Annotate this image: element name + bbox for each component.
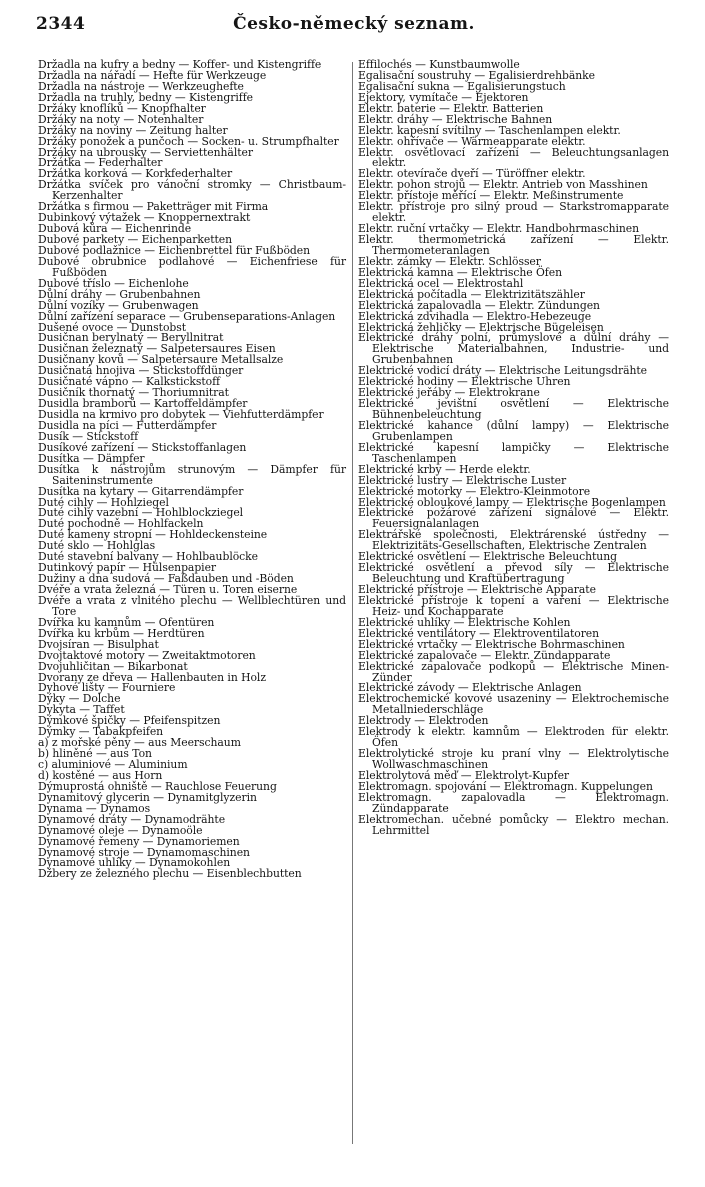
dictionary-entry: Elektrická ocel — Elektrostahl	[358, 276, 524, 290]
dictionary-entry: Elektrické jeřáby — Elektrokrane	[358, 386, 540, 400]
dictionary-entry: Elektrické přístroje — Elektrische Apparate	[358, 583, 596, 596]
dictionary-entry: Elektrická zapalovadla — Elektr. Zündungen	[358, 298, 600, 312]
dictionary-entry: Důlní dráhy — Grubenbahnen	[38, 287, 201, 301]
dictionary-entry: Elektr. přístroje pro silný proud — Starkstromapparate elektr.	[358, 200, 669, 225]
dictionary-entry: Dvéře a vrata železná — Türen u. Toren eiserne	[38, 583, 298, 596]
dictionary-entry: Dvířka ku krbům — Herdtüren	[38, 626, 205, 640]
dictionary-entry: Dýky — Dolche	[38, 692, 121, 706]
dictionary-entry: Dvojsíran — Bisulphat	[38, 637, 159, 651]
dictionary-entry: Elektrická počítadla — Elektrizitätszähler	[358, 287, 585, 301]
dictionary-entry: Držadla na nářadí — Hefte für Werkzeuge	[38, 68, 267, 82]
dictionary-entry: Dynamové řemeny — Dynamoriemen	[38, 834, 240, 848]
dictionary-entry: Elektromagn. spojování — Elektromagn. Kuppelungen	[358, 779, 653, 793]
dictionary-entry: Dusidla bramborů — Kartoffeldämpfer	[38, 397, 248, 411]
page-number: 2344	[36, 14, 86, 34]
dictionary-entry: Duté cihly vazební — Hohlblockziegel	[38, 506, 244, 520]
dictionary-entry: Elektr. ruční vrtačky — Elektr. Handbohrmaschinen	[358, 222, 640, 236]
dictionary-entry: Dusidla na krmivo pro dobytek — Viehfutterdämpfer	[38, 408, 324, 421]
dictionary-entry: Elektrická kamna — Elektrische Öfen	[358, 265, 562, 279]
dictionary-entry: Dynamové oleje — Dynamoöle	[38, 823, 203, 837]
left-column	[38, 60, 346, 880]
dictionary-entry: Důlní vozíky — Grubenwagen	[38, 298, 199, 312]
dictionary-entry: Elektrické osvětlení — Elektrische Beleuchtung	[358, 550, 617, 564]
dictionary-entry: Dynamové dráty — Dynamodrähte	[38, 812, 226, 826]
dictionary-entry: Elektr. ohřívače — Wärmeapparate elektr.	[358, 134, 586, 148]
dictionary-entry: Egalisační soustruhy — Egalisierdrehbänke	[358, 68, 595, 82]
dictionary-entry: Dubové obrubnice podlahové — Eichenfriese für Fußböden	[38, 254, 346, 279]
dictionary-entry: Dýmky — Tabakpfeifen	[38, 725, 164, 739]
dictionary-entry: Dynamové uhlíky — Dynamokohlen	[38, 856, 231, 870]
dictionary-entry: c) aluminiové — Aluminium	[38, 758, 188, 771]
dictionary-entry: Ejektory, vymítače — Ejektoren	[358, 90, 529, 104]
dictionary-entry: Dvorany ze dřeva — Hallenbauten in Holz	[38, 670, 266, 684]
dictionary-entry: Elektrické uhlíky — Elektrische Kohlen	[358, 615, 571, 629]
page-header	[36, 14, 672, 38]
dictionary-entry: Elektrické kahance (důlní lampy) — Elektrische Grubenlampen	[358, 418, 669, 443]
dictionary-entry: Dynamové stroje — Dynamomaschinen	[38, 845, 250, 859]
dictionary-entry: Dubinkový výtažek — Knoppernextrakt	[38, 211, 251, 225]
dictionary-entry: Držáky ponožek a punčoch — Socken- u. Strumpfhalter	[38, 134, 339, 148]
dictionary-entry: Dýmkové špičky — Pfeifenspitzen	[38, 714, 221, 728]
dictionary-entry: Elektrická zdvihadla — Elektro-Hebezeuge	[358, 309, 592, 323]
dictionary-entry: Dubové parkety — Eichenparketten	[38, 233, 233, 246]
dictionary-entry: Dusíkové zařízení — Stickstoffanlagen	[38, 440, 247, 454]
dictionary-entry: Elektr. osvětlovací zařízení — Beleuchtungsanlagen elektr.	[358, 145, 669, 170]
dictionary-entry: Dušené ovoce — Dunstobst	[38, 320, 187, 334]
dictionary-entry: Elektrody — Elektroden	[358, 714, 489, 728]
dictionary-entry: Dynamitový glycerin — Dynamitglyzerin	[38, 790, 257, 804]
dictionary-entry: Dvojuhličitan — Bikarbonat	[38, 659, 188, 673]
dictionary-entry: Dusičnan berylnatý — Beryllnitrat	[38, 331, 224, 345]
dictionary-entry: Elektrické závody — Elektrische Anlagen	[358, 681, 582, 695]
dictionary-entry: Elektr. thermometrická zařízení — Elektr. Thermometeranlagen	[358, 233, 669, 257]
dictionary-entry: Elektr. otevírače dveří — Türöffner elektr.	[358, 167, 586, 181]
dictionary-entry: b) hliněné — aus Ton	[38, 747, 152, 761]
dictionary-entry: Dubové tříslo — Eichenlohe	[38, 276, 189, 290]
dictionary-entry: Dusičnan železnatý — Salpetersaures Eisen	[38, 342, 276, 356]
dictionary-entry: Dusítka — Dämpfer	[38, 451, 145, 465]
dictionary-entry: Držáky knoflíků — Knopfhalter	[38, 101, 206, 115]
dictionary-entry: Dusičnaté vápno — Kalkstickstoff	[38, 375, 220, 389]
dictionary-entry: Dusičnatá hnojiva — Stickstoffdünger	[38, 364, 244, 378]
dictionary-entry: Elektrolytické stroje ku praní vlny — Elektrolytische Wollwaschmaschinen	[358, 747, 669, 771]
dictionary-entry: Elektrické osvětlení a převod síly — Elektrische Beleuchtung und Kraftübertragung	[358, 561, 669, 586]
right-column	[358, 60, 669, 837]
dictionary-entry: Držátka — Federhalter	[38, 156, 163, 170]
dictionary-entry: Elektrické zapalovače podkopů — Elektrische Minen-Zünder	[358, 659, 669, 684]
dictionary-entry: Držátka korková — Korkfederhalter	[38, 167, 233, 181]
dictionary-entry: Dvířka ku kamnům — Ofentüren	[38, 615, 215, 629]
dictionary-entry: Elektrochemické kovové usazeniny — Elektrochemische Metallniederschläge	[358, 692, 669, 717]
dictionary-entry: Elektrářské společnosti, Elektrárenské ústředny — Elektrizitäts-Gesellschaften, Elektrische Zentralen	[358, 528, 669, 553]
dictionary-entry: Elektrické motorky — Elektro-Kleinmotore	[358, 484, 591, 498]
dictionary-entry: Elektrolytová měď — Elektrolyt-Kupfer	[358, 768, 570, 782]
dictionary-entry: Dvojtaktové motory — Zweitaktmotoren	[38, 648, 256, 662]
dictionary-entry: d) kostěné — aus Horn	[38, 768, 163, 782]
dictionary-entry: Elektr. dráhy — Elektrische Bahnen	[358, 112, 553, 126]
dictionary-entry: Elektrické vodicí dráty — Elektrische Leitungsdrähte	[358, 364, 648, 378]
dictionary-entry: Elektrické lustry — Elektrische Luster	[358, 473, 567, 487]
dictionary-entry: Dusítka na kytary — Gitarrendämpfer	[38, 484, 244, 498]
dictionary-entry: Elektrické kapesní lampičky — Elektrische Taschenlampen	[358, 440, 669, 465]
dictionary-entry: Držáky na ubrousky — Serviettenhälter	[38, 145, 253, 159]
dictionary-entry: Elektr. kapesní svítilny — Taschenlampen elektr.	[358, 123, 621, 137]
dictionary-entry: Dvéře a vrata z vlnitého plechu — Wellblechtüren und Tore	[38, 593, 346, 618]
column-divider	[352, 62, 353, 1144]
dictionary-entry: Duté stavební balvany — Hohlbaublöcke	[38, 550, 258, 564]
dictionary-entry: Elektrické požárové zařízení signálové — Elektr. Feuersignalanlagen	[358, 506, 669, 531]
dictionary-entry: Elektrické jevištní osvětlení — Elektrische Bühnenbeleuchtung	[358, 397, 669, 421]
dictionary-entry: Elektrické obloukové lampy — Elektrische Bogenlampen	[358, 495, 666, 509]
dictionary-entry: Elektr. pohon strojů — Elektr. Antrieb von Masshinen	[358, 178, 648, 192]
dictionary-entry: Držadla na nástroje — Werkzeughefte	[38, 79, 244, 93]
dictionary-entry: Elektrické zapalovače — Elektr. Zündapparate	[358, 648, 611, 662]
dictionary-entry: Elektr. baterie — Elektr. Batterien	[358, 101, 544, 115]
dictionary-entry: Dusidla na píci — Futterdämpfer	[38, 418, 217, 432]
dictionary-entry: Dusičník thornatý — Thoriumnitrat	[38, 386, 229, 400]
dictionary-entry: Elektr. zámky — Elektr. Schlösser	[358, 254, 541, 268]
dictionary-entry: Držáky na noviny — Zeitung halter	[38, 123, 228, 137]
dictionary-entry: Dyhové lišty — Fourniere	[38, 681, 176, 695]
dictionary-entry: Elektr. přístoje měřící — Elektr. Meßinstrumente	[358, 189, 624, 203]
dictionary-entry: Držadla na truhly, bedny — Kistengriffe	[38, 90, 254, 104]
dictionary-entry: Držátka s firmou — Paketträger mit Firma	[38, 200, 269, 214]
dictionary-entry: Elektrické ventilátory — Elektroventilatoren	[358, 626, 600, 640]
dictionary-entry: Elektrické hodiny — Elektrische Uhren	[358, 375, 571, 389]
dictionary-entry: Duté kameny stropní — Hohldeckensteine	[38, 528, 268, 542]
dictionary-entry: Držátka svíček pro vánoční stromky — Christbaum-Kerzenhalter	[38, 178, 346, 203]
dictionary-entry: Elektrické dráhy polní, průmyslové a důlní dráhy — Elektrische Materialbahnen, Industrie- und Grubenbahnen	[358, 331, 669, 367]
dictionary-entry: Držáky na noty — Notenhalter	[38, 112, 204, 126]
dictionary-entry: Duté sklo — Hohlglas	[38, 539, 156, 553]
dictionary-entry: Džbery ze železného plechu — Eisenblechbutten	[38, 867, 302, 881]
dictionary-entry: Důlní zařízení separace — Grubenseparations-Anlagen	[38, 309, 336, 323]
dictionary-entry: Dutinkový papír — Hülsenpapier	[38, 561, 217, 575]
dictionary-entry: Effilochés — Kunstbaumwolle	[358, 58, 520, 71]
dictionary-entry: Elektrické vrtačky — Elektrische Bohrmaschinen	[358, 637, 625, 651]
dictionary-entry: Duté cihly — Hohlziegel	[38, 495, 169, 509]
dictionary-entry: Dykyta — Taffet	[38, 703, 125, 717]
dictionary-entry: Elektrické přístroje k topení a vaření — Elektrische Heiz- und Kochapparate	[358, 593, 669, 618]
dictionary-entry: Dusík — Stickstoff	[38, 429, 139, 443]
dictionary-entry: Elektrody k elektr. kamnům — Elektroden für elektr. Öfen	[358, 725, 669, 750]
dictionary-entry: Dubové podlažnice — Eichenbrettel für Fußböden	[38, 243, 311, 257]
dictionary-entry: Egalisační sukna — Egalisierungstuch	[358, 79, 566, 93]
dictionary-entry: Dubová kůra — Eichenrinde	[38, 222, 192, 236]
dictionary-entry: Elektromagn. zapalovadla — Elektromagn. Zündapparate	[358, 790, 669, 815]
page-title: Česko-německý seznam.	[233, 14, 475, 34]
dictionary-entry: Elektrické krby — Herde elektr.	[358, 462, 531, 476]
dictionary-entry: Dynama — Dynamos	[38, 801, 151, 815]
dictionary-entry: Držadla na kufry a bedny — Koffer- und Kistengriffe	[38, 58, 322, 71]
dictionary-entry: Dusítka k nástrojům strunovým — Dämpfer für Saiteninstrumente	[38, 462, 346, 487]
dictionary-entry: Dýmuprostá ohniště — Rauchlose Feuerung	[38, 779, 277, 793]
dictionary-entry: Dužiny a dna sudová — Faßdauben und -Böden	[38, 572, 294, 586]
dictionary-entry: Elektromechan. učebné pomůcky — Elektro mechan. Lehrmittel	[358, 812, 669, 837]
dictionary-entry: Elektrická žehličky — Elektrische Bügeleisen	[358, 320, 604, 334]
dictionary-entry: Duté pochodně — Hohlfackeln	[38, 517, 204, 531]
dictionary-entry: a) z mořské pěny — aus Meerschaum	[38, 736, 241, 750]
dictionary-entry: Dusičnany kovů — Salpetersaure Metallsalze	[38, 353, 284, 367]
